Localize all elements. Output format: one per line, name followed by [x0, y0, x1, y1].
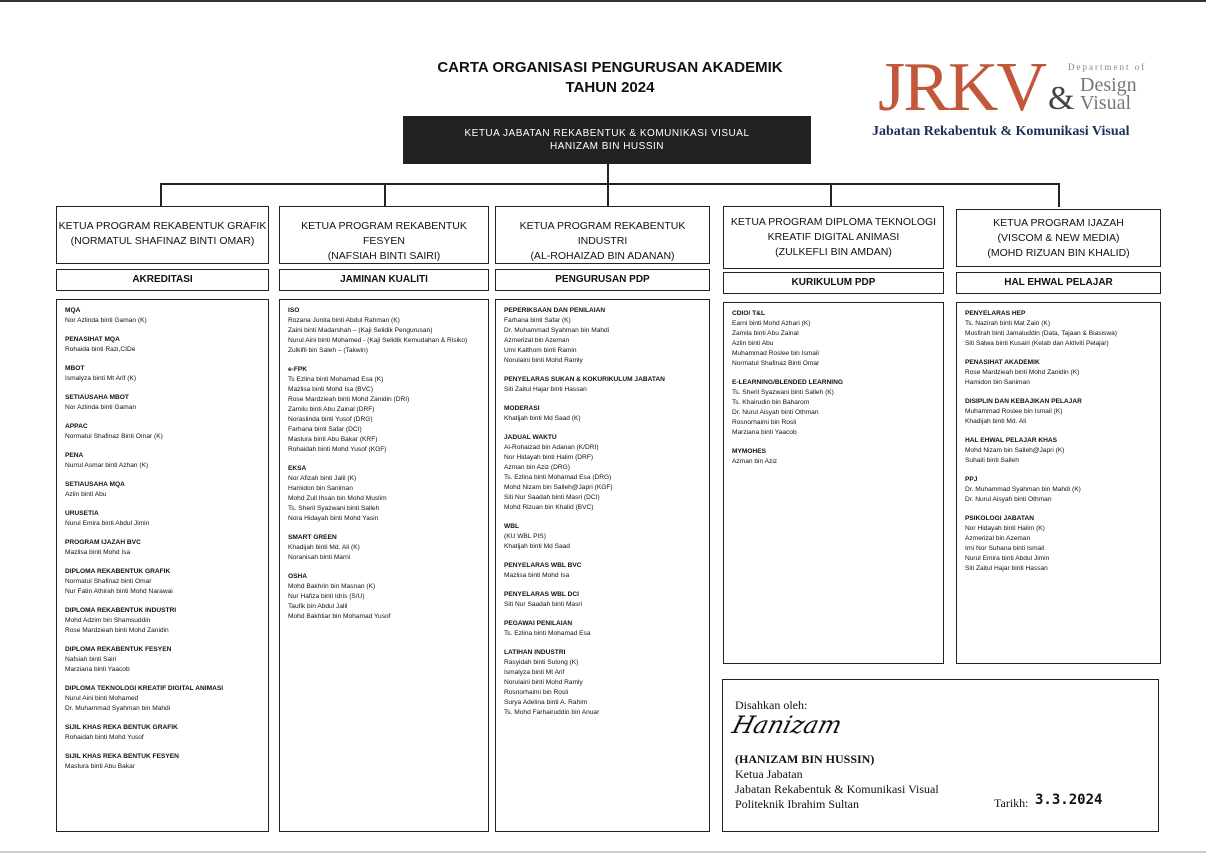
connector-vertical-main	[607, 164, 609, 185]
committee-member: Musfirah binti Jamaluddin (Data, Tajaan & Biasiswa)	[965, 330, 1117, 337]
committee-member: Normatul Shafinaz Binti Omar	[732, 360, 820, 367]
section-box-akreditasi: AKREDITASI	[56, 269, 269, 291]
committee-member: Marziana binti Yaacob	[732, 429, 797, 436]
committee-member: Mohd Bakhrin bin Masnan (K)	[288, 583, 376, 590]
committee-title: PEGAWAI PENILAIAN	[504, 620, 573, 627]
page-title	[380, 58, 840, 98]
logo-visual-text: Visual	[1080, 92, 1132, 114]
committee-title: PENYELARAS HEP	[965, 310, 1026, 317]
committee-group	[288, 572, 480, 622]
committee-title: ISO	[288, 307, 300, 314]
program-head: (ZULKEFLI BIN AMDAN)	[775, 246, 892, 258]
committee-title: SETIAUSAHA MQA	[65, 481, 125, 488]
committee-member: Noraslinda binti Yusof (DRG)	[288, 416, 373, 423]
head-name: HANIZAM BIN HUSSIN	[549, 141, 664, 152]
committee-member: Mohd Zull Ihsan bin Mohd Muslim	[288, 495, 387, 502]
committee-member: Hamidon bin Saniman	[965, 379, 1030, 386]
committee-group	[732, 378, 935, 438]
committee-member: Rosnorhaimi bin Rosli	[504, 689, 569, 696]
committee-group	[732, 309, 935, 369]
program-box-ijazah	[956, 209, 1161, 267]
committee-group	[965, 475, 1152, 505]
committee-title: e-FPK	[288, 366, 308, 373]
logo-dept-name: Jabatan Rekabentuk & Komunikasi Visual	[872, 124, 1130, 139]
committee-member: Ts. Nazirah binti Mat Zain (K)	[965, 320, 1051, 327]
logo-design-text: Design	[1080, 74, 1137, 96]
signatory-name: (HANIZAM BIN HUSSIN)	[735, 752, 875, 766]
committee-group	[65, 335, 260, 355]
bottom-border	[0, 851, 1206, 853]
committee-member: Mohd Rizuan bin Khalid (BVC)	[504, 504, 594, 511]
committee-member: Nora Hidayah binti Mohd Yasin	[288, 515, 379, 522]
committee-member: Azlin binti Abu	[65, 491, 107, 498]
committee-member: Zulkifli bin Saleh – (Takwin)	[288, 347, 368, 354]
committee-title: URUSETIA	[65, 510, 99, 517]
program-head: (AL-ROHAIZAD BIN ADANAN)	[530, 250, 675, 262]
committee-title: SIJIL KHAS REKA BENTUK FESYEN	[65, 753, 179, 760]
committee-member: Ts. Ezlina binti Mohamad Esa (DRG)	[504, 474, 612, 481]
program-head: (NAFSIAH BINTI SAIRI)	[327, 250, 441, 262]
section-box-jaminan-kualiti: JAMINAN KUALITI	[279, 269, 489, 291]
program-box-grafik	[56, 206, 269, 264]
committee-member: Mohd Nizam bin Salleh@Japri (K)	[965, 447, 1065, 454]
committee-title: EKSA	[288, 465, 307, 472]
committee-member: Siti Nur Saadah binti Masri (DCI)	[504, 494, 600, 501]
connector-col-4	[830, 183, 832, 207]
program-title: KETUA PROGRAM REKABENTUK FESYEN	[301, 220, 467, 247]
committee-member: Marziana binti Yaacob	[65, 666, 130, 673]
committee-title: DIPLOMA REKABENTUK INDUSTRI	[65, 607, 177, 614]
committee-title: PENA	[65, 452, 84, 459]
program-head: (MOHD RIZUAN BIN KHALID)	[987, 247, 1130, 259]
committee-member: Nur Hafiza binti Idris (S/U)	[288, 593, 365, 600]
committee-member: Norulaini binti Mohd Ramly	[504, 679, 583, 686]
committee-group	[504, 522, 701, 552]
committee-member: Noranisah binti Marni	[288, 554, 351, 561]
committee-member: Nor Azlinda binti Gaman (K)	[65, 317, 147, 324]
committee-group	[288, 533, 480, 563]
committee-group	[288, 306, 480, 356]
logo-dept-text: Department of	[1068, 62, 1147, 72]
section-box-hal-ehwal-pelajar: HAL EHWAL PELAJAR	[956, 272, 1161, 294]
committee-member: Mastura binti Abu Bakar	[65, 763, 136, 770]
committee-member: Norulaini binti Mohd Ramly	[504, 357, 583, 364]
program-head: (NORMATUL SHAFINAZ BINTI OMAR)	[70, 235, 255, 247]
signoff-box	[722, 679, 1159, 832]
committee-member: Normatul Shafinaz Binti Omar (K)	[65, 433, 163, 440]
section-box-pengurusan-pdp: PENGURUSAN PDP	[495, 269, 710, 291]
committee-group	[504, 561, 701, 581]
committee-member: Mohd Adzim bin Shamsuddin	[65, 617, 151, 624]
committee-member: Rose Mardzieah binti Mohd Zanidin (DRI)	[288, 396, 410, 403]
committee-member: Muhammad Roslee bin Ismail (K)	[965, 408, 1063, 415]
committee-title: DIPLOMA REKABENTUK FESYEN	[65, 646, 172, 653]
signatory-post: Ketua Jabatan	[735, 767, 803, 781]
date-label: Tarikh:	[994, 796, 1029, 810]
committee-title: CDIO/ T&L	[732, 310, 765, 317]
committee-member: Ts. Mohd Farhairuddin bin Anuar	[504, 709, 600, 716]
committee-group	[65, 422, 260, 442]
committee-group	[732, 447, 935, 467]
committee-group	[65, 451, 260, 471]
section-box-kurikulum-pdp: KURIKULUM PDP	[723, 272, 944, 294]
committee-title: MBOT	[65, 365, 85, 372]
title-line-2: TAHUN 2024	[565, 79, 655, 96]
committee-title: E-LEARNING/BLENDED LEARNING	[732, 379, 843, 386]
committee-member: Rose Mardzieah binti Mohd Zanidin	[65, 627, 169, 634]
committee-group	[504, 590, 701, 610]
committee-title: MODERASI	[504, 405, 540, 412]
committee-member: Ismalyza binti Mt Arif	[504, 669, 565, 676]
connector-col-3	[607, 183, 609, 207]
committee-member: Mohd Bakhtiar bin Mohamad Yusof	[288, 613, 391, 620]
committee-member: Farhana binti Safar (K)	[504, 317, 571, 324]
committee-title: WBL	[504, 523, 520, 530]
committee-title: SMART GREEN	[288, 534, 337, 541]
committee-member: Zamilu binti Abu Zainal (DRF)	[288, 406, 375, 413]
committee-member: Ts. Ezlina binti Mohamad Esa	[504, 630, 591, 637]
committee-group	[65, 567, 260, 597]
committee-member: Azmerizal bin Azeman	[965, 535, 1031, 542]
committee-member: Hamidon bin Saniman	[288, 485, 353, 492]
committee-group	[65, 684, 260, 714]
committee-group	[504, 433, 701, 513]
committee-title: PPJ	[965, 476, 978, 483]
committee-group	[65, 509, 260, 529]
committee-member: Nor Afizah binti Jalil (K)	[288, 475, 357, 482]
connector-horizontal	[160, 183, 1060, 185]
committee-member: Dr. Nurul Aisyah binti Othman	[965, 496, 1052, 503]
signature: Hanizam	[729, 711, 845, 739]
committee-member: Siti Zaitul Hajar binti Hassan	[504, 386, 587, 393]
committee-member: Normatul Shafinaz binti Omar	[65, 578, 152, 585]
committee-group	[504, 306, 701, 366]
committee-member: Ismalyza binti Mt Arif (K)	[65, 375, 137, 382]
committee-member: Irni Nor Suhana binti Ismail	[965, 545, 1045, 552]
committee-group	[65, 752, 260, 772]
committee-group	[65, 480, 260, 500]
committee-group	[965, 358, 1152, 388]
committee-title: SIJIL KHAS REKA BENTUK GRAFIK	[65, 724, 178, 731]
committee-group	[965, 436, 1152, 466]
committee-title: PSIKOLOGI JABATAN	[965, 515, 1034, 522]
committee-title: MQA	[65, 307, 81, 314]
member-list-pengurusan-pdp	[495, 299, 710, 832]
committee-group	[65, 393, 260, 413]
committee-member: Dr. Nurul Aisyah binti Othman	[732, 409, 819, 416]
connector-col-2	[384, 183, 386, 207]
signatory-dept: Jabatan Rekabentuk & Komunikasi Visual	[735, 782, 939, 796]
committee-member: Khatijah binti Md Saad (K)	[504, 415, 581, 422]
committee-title: PENASIHAT AKADEMIK	[965, 359, 1040, 366]
program-box-industri	[495, 206, 710, 264]
committee-member: Muhammad Roslee bin Ismail	[732, 350, 819, 357]
committee-title: PROGRAM IJAZAH BVC	[65, 539, 141, 546]
member-list-kurikulum-pdp	[723, 302, 944, 664]
committee-title: DISIPLIN DAN KEBAJIKAN PELAJAR	[965, 398, 1082, 405]
title-line-1: CARTA ORGANISASI PENGURUSAN AKADEMIK	[437, 59, 783, 76]
logo-mark: JRKV	[878, 49, 1046, 126]
committee-member: Al-Rohaizad bin Adanan (K/DRI)	[504, 444, 599, 451]
committee-member: Dr. Muhammad Syahman bin Mahdi	[504, 327, 610, 334]
committee-member: Earni binti Mohd Azhari (K)	[732, 320, 811, 327]
committee-member: Surya Adelina binti A. Rahim	[504, 699, 588, 706]
committee-member: Ts. Khairudin bin Baharom	[732, 399, 810, 406]
committee-member: Azmerizal bin Azeman	[504, 337, 570, 344]
committee-member: Khadijah binti Md. Ali	[965, 418, 1027, 425]
committee-member: Nurul Emira binti Abdul Jimin	[65, 520, 150, 527]
jrkv-logo	[868, 49, 1168, 146]
committee-member: Zaini binti Madarshah – (Kaji Selidik Pengurusan)	[288, 327, 433, 334]
committee-title: PENYELARAS WBL DCI	[504, 591, 579, 598]
committee-title: SETIAUSAHA MBOT	[65, 394, 129, 401]
committee-member: Rozana Junita binti Abdul Rahman (K)	[288, 317, 400, 324]
committee-member: Khatijah binti Md Saad	[504, 543, 570, 550]
committee-title: PEPERIKSAAN DAN PENILAIAN	[504, 307, 606, 314]
committee-title: DIPLOMA REKABENTUK GRAFIK	[65, 568, 171, 575]
committee-title: OSHA	[288, 573, 308, 580]
department-head-box	[403, 116, 811, 164]
committee-member: Rasyidah binti Sulong (K)	[504, 659, 579, 666]
committee-member: Nurul Emira binti Abdul Jimin	[965, 555, 1050, 562]
connector-col-1	[160, 183, 162, 207]
committee-member: Mastura binti Abu Bakar (KRF)	[288, 436, 378, 443]
committee-member: Nurul Aini binti Mohamed	[65, 695, 139, 702]
member-list-hal-ehwal-pelajar	[956, 302, 1161, 664]
program-box-fesyen	[279, 206, 489, 264]
head-role: KETUA JABATAN REKABENTUK & KOMUNIKASI VISUAL	[464, 128, 750, 139]
committee-member: Siti Zaitul Hajar binti Hassan	[965, 565, 1048, 572]
committee-member: Rose Mardzieah binti Mohd Zanidin (K)	[965, 369, 1080, 376]
committee-group	[65, 723, 260, 743]
committee-member: Siti Nur Saadah binti Masri	[504, 601, 583, 608]
committee-group	[65, 606, 260, 636]
program-title: KETUA PROGRAM IJAZAH	[993, 217, 1124, 229]
committee-member: Rosnorhaimi bin Rosli	[732, 419, 797, 426]
committee-title: DIPLOMA TEKNOLOGI KREATIF DIGITAL ANIMASI	[65, 685, 224, 692]
program-title: KETUA PROGRAM REKABENTUK GRAFIK	[58, 220, 267, 232]
program-title: KETUA PROGRAM DIPLOMA TEKNOLOGI	[730, 216, 937, 228]
committee-member: Khadijah binti Md. Ali (K)	[288, 544, 360, 551]
committee-group	[504, 404, 701, 424]
committee-member: Farhana binti Safar (DCI)	[288, 426, 362, 433]
committee-member: Nor Hidayah binti Halim (DRF)	[504, 454, 594, 461]
approved-by-label: Disahkan oleh:	[735, 698, 808, 712]
committee-group	[965, 397, 1152, 427]
committee-member: Nafsiah binti Sairi	[65, 656, 117, 663]
committee-member: Ts Ezlina binti Mohamad Esa (K)	[288, 376, 384, 383]
committee-member: Mazlisa binti Mohd Isa (BVC)	[288, 386, 374, 393]
committee-group	[504, 648, 701, 718]
committee-title: PENYELARAS SUKAN & KOKURIKULUM JABATAN	[504, 376, 665, 383]
committee-group	[288, 365, 480, 455]
committee-member: Azman bin Aziz (DRG)	[504, 464, 570, 471]
committee-group	[504, 619, 701, 639]
committee-title: APPAC	[65, 423, 88, 430]
committee-member: Ts. Sheril Syazwani binti Salleh (K)	[732, 389, 834, 396]
committee-member: Rohaidah binti Mohd Yusof	[65, 734, 144, 741]
committee-member: Nor Azlinda binti Gaman	[65, 404, 137, 411]
committee-member: Taufik bin Abdul Jalil	[288, 603, 348, 610]
connector-col-5	[1058, 183, 1060, 207]
committee-group	[504, 375, 701, 395]
committee-member: Nur Fatin Athirah binti Mohd Narawai	[65, 588, 173, 595]
committee-member: (KU WBL PIS)	[504, 533, 546, 540]
committee-group	[65, 645, 260, 675]
committee-member: Mazlisa binti Mohd Isa	[65, 549, 131, 556]
logo-ampersand: &	[1048, 80, 1075, 117]
committee-member: Mazlisa binti Mohd Isa	[504, 572, 570, 579]
logo-design-visual	[1080, 76, 1137, 112]
committee-title: MYMOHES	[732, 448, 767, 455]
program-title-2: (VISCOM & NEW MEDIA)	[997, 232, 1120, 244]
committee-title: JADUAL WAKTU	[504, 434, 557, 441]
committee-group	[288, 464, 480, 524]
committee-group	[65, 306, 260, 326]
committee-title: LATIHAN INDUSTRI	[504, 649, 566, 656]
committee-title: HAL EHWAL PELAJAR KHAS	[965, 437, 1058, 444]
committee-member: Nurul Aini binti Mohamed - (Kaji Selidik Kemudahan & Risiko)	[288, 337, 468, 344]
committee-member: Dr. Muhammad Syahman bin Mahdi (K)	[965, 486, 1081, 493]
committee-member: Rohaida binti Razi,CIDe	[65, 346, 136, 353]
committee-group	[65, 364, 260, 384]
committee-title: PENASIHAT MQA	[65, 336, 120, 343]
committee-member: Siti Salwa binti Kusairi (Kelab dan Aktiviti Pelajar)	[965, 340, 1109, 347]
top-border	[0, 0, 1206, 2]
committee-member: Zamila binti Abu Zainal	[732, 330, 799, 337]
committee-member: Ts. Sheril Syazwani binti Salleh	[288, 505, 380, 512]
committee-member: Suhaili binti Salleh	[965, 457, 1019, 464]
member-list-akreditasi	[56, 299, 269, 832]
program-box-animasi	[723, 206, 944, 269]
committee-member: Azlin binti Abu	[732, 340, 774, 347]
committee-member: Rohaidah binti Mohd Yusof (KGF)	[288, 446, 387, 453]
committee-member: Nurrul Asmar binti Azhan (K)	[65, 462, 149, 469]
program-title: KETUA PROGRAM REKABENTUK INDUSTRI	[519, 220, 686, 247]
committee-member: Mohd Nizam bin Salleh@Japri (KGF)	[504, 484, 613, 491]
program-title-2: KREATIF DIGITAL ANIMASI	[767, 231, 900, 243]
date-value: 3.3.2024	[1035, 792, 1103, 808]
committee-member: Dr. Muhammad Syahman bin Mahdi	[65, 705, 171, 712]
committee-group	[965, 309, 1152, 349]
committee-member: Umi Kalthom binti Ramin	[504, 347, 577, 354]
member-list-jaminan-kualiti	[279, 299, 489, 832]
signatory-institution: Politeknik Ibrahim Sultan	[735, 797, 859, 811]
committee-group	[965, 514, 1152, 574]
committee-title: PENYELARAS WBL BVC	[504, 562, 582, 569]
committee-member: Azman bin Aziz	[732, 458, 778, 465]
committee-group	[65, 538, 260, 558]
committee-member: Nor Hidayah binti Halim (K)	[965, 525, 1045, 532]
